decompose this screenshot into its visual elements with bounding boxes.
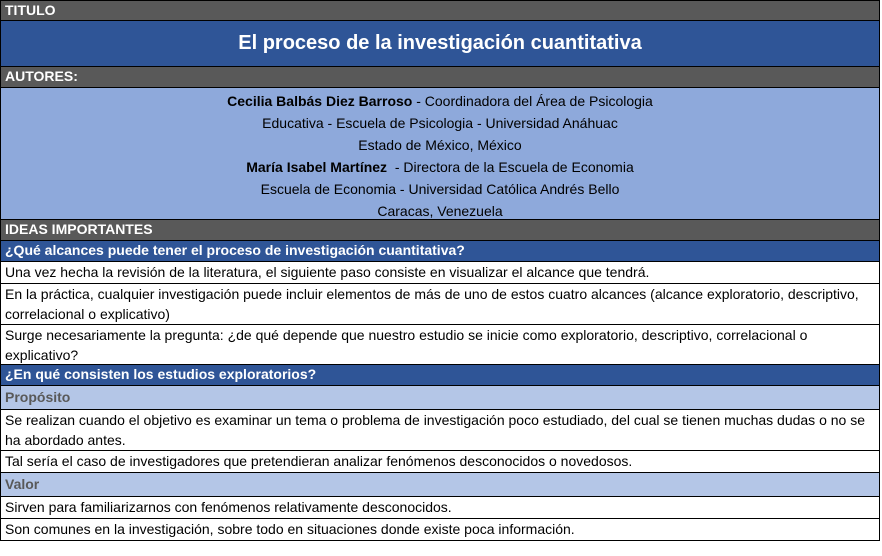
proposito-header: Propósito [0,386,880,410]
autores-header: AUTORES: [0,67,880,88]
valor-item-2: Son comunes en la investigación, sobre todo en situaciones donde existe poca información. [0,519,880,541]
alcances-item-1: Una vez hecha la revisión de la literatura, el siguiente paso consiste en visualizar el alcance que tendrá. [0,262,880,284]
author1-role-b: Educativa - Escuela de Psicologia - Universidad Anáhuac [262,115,618,131]
question-alcances: ¿Qué alcances puede tener el proceso de investigación cuantitativa? [0,241,880,262]
author1-role-a: - Coordinadora del Área de Psicologia [412,93,653,109]
author2-role-b: Escuela de Economia - Universidad Católica Andrés Bello [260,181,620,197]
proposito-item-2: Tal sería el caso de investigadores que pretendieran analizar fenómenos desconocidos o novedosos. [0,451,880,473]
authors-block [0,88,880,220]
alcances-item-2: En la práctica, cualquier investigación puede incluir elementos de más de uno de estos cuatro alcances (alcance exploratorio, descriptivo, correlacional o explicativo) [0,284,880,325]
valor-header: Valor [0,473,880,497]
author1-name: Cecilia Balbás Diez Barroso [227,93,413,109]
author2-line1 [1,156,879,178]
page-title: El proceso de la investigación cuantitativa [0,21,880,67]
author2-role-c: Caracas, Venezuela [377,203,503,219]
author1-line1 [1,90,879,112]
titulo-header: TITULO [0,0,880,21]
proposito-item-1: Se realizan cuando el objetivo es examinar un tema o problema de investigación poco estudiado, del cual se tienen muchas dudas o no se ha abordado antes. [0,410,880,451]
valor-item-1: Sirven para familiarizarnos con fenómenos relativamente desconocidos. [0,497,880,519]
question-exploratorios: ¿En qué consisten los estudios exploratorios? [0,365,880,386]
author1-role-c: Estado de México, México [358,137,522,153]
ideas-header: IDEAS IMPORTANTES [0,220,880,241]
author2-role-a: - Directora de la Escuela de Economia [387,159,634,175]
alcances-item-3: Surge necesariamente la pregunta: ¿de qué depende que nuestro estudio se inicie como exploratorio, descriptivo, correlacional o explicativo? [0,325,880,365]
author2-name: María Isabel Martínez [246,159,388,175]
